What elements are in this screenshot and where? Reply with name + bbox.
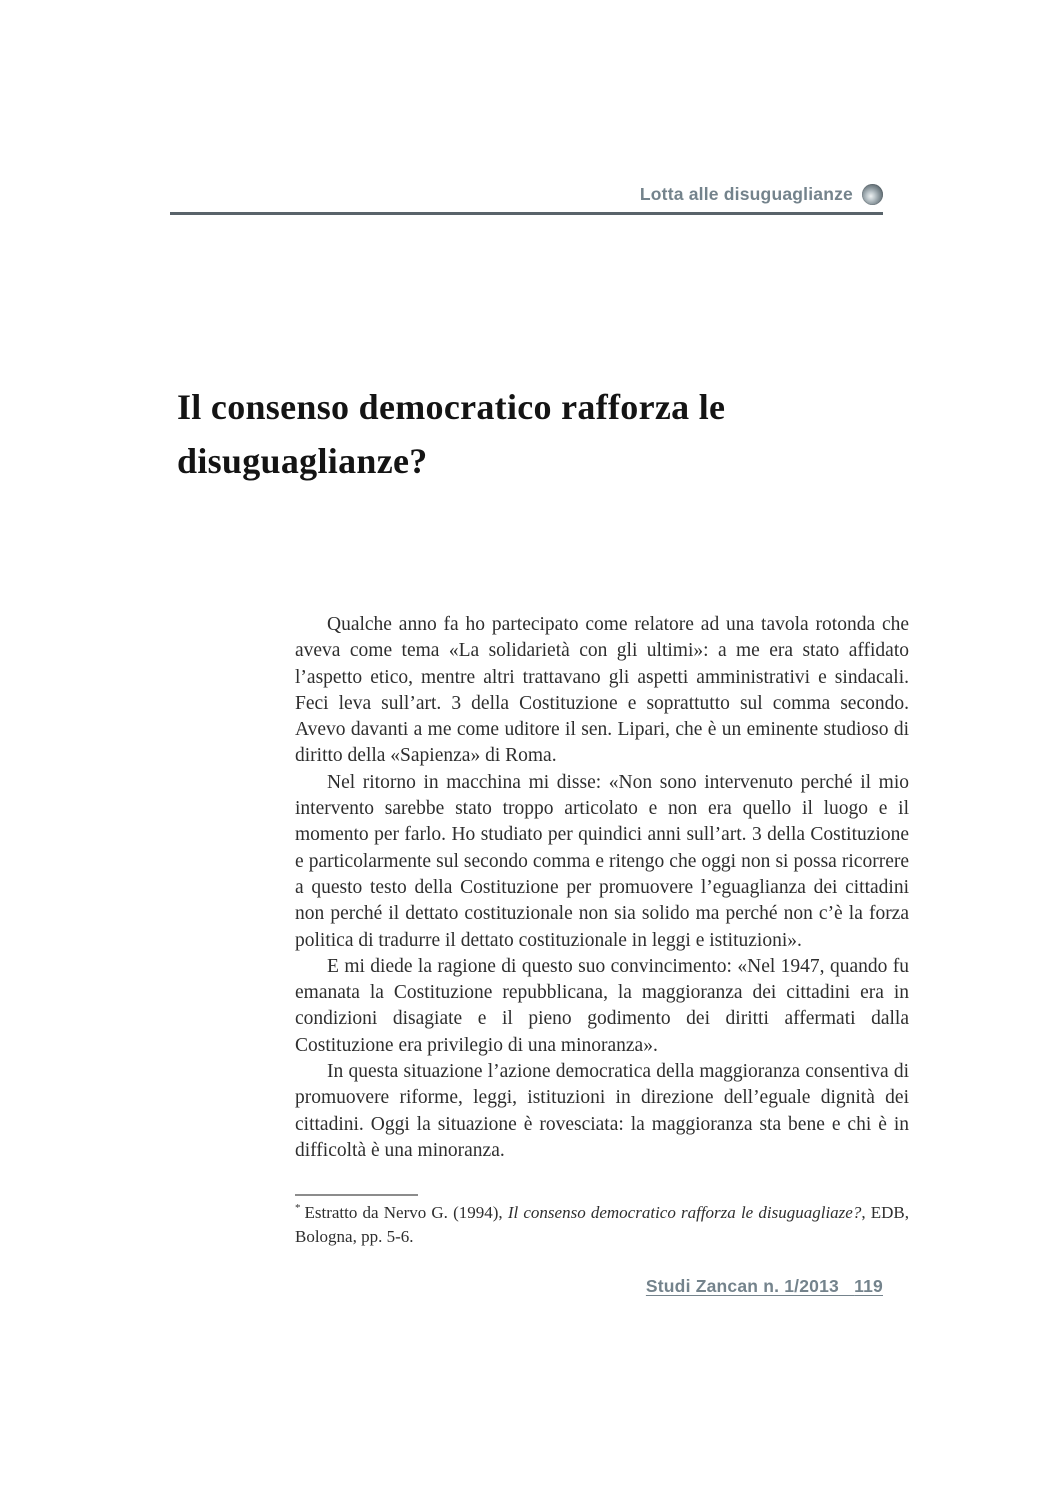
footnote-cited-title: Il consenso democratico rafforza le disuguagliaze? (507, 1203, 862, 1222)
footnote-separator (295, 1194, 418, 1196)
running-header (170, 184, 883, 215)
running-title: Lotta alle disuguaglianze (639, 184, 853, 204)
footnote-marker: * (295, 1202, 301, 1215)
footnote-citation-start: Estratto da Nervo G. (1994), (304, 1203, 508, 1222)
footnote-citation-end: , EDB, Bologna, pp. 5-6. (295, 1203, 909, 1246)
footnote-text (295, 1201, 909, 1248)
footer-separator (839, 1276, 854, 1296)
footer-reference (646, 1276, 883, 1296)
article-title: Il consenso democratico rafforza le disuguaglianze? (177, 387, 726, 481)
journal-reference: Studi Zancan n. 1/2013 (645, 1276, 839, 1296)
article-body (295, 612, 909, 1164)
page-footer (170, 1276, 883, 1297)
paragraph: Qualche anno fa ho partecipato come relatore ad una tavola rotonda che aveva come tema «La solidarietà con gli ultimi»: a me era stato affidato l’aspetto etico, mentre altri trattavano gli aspetti amministrativi e sindacali. Feci leva sull’art. 3 della Costituzione e soprattutto sul comma secondo. Avevo davanti a me come uditore il sen. Lipari, che è un eminente studioso di diritto della «Sapienza» di Roma. (295, 614, 909, 767)
paragraph: In questa situazione l’azione democratica della maggioranza consentiva di promuovere riforme, leggi, istituzioni in direzione dell’eguale dignità dei cittadini. Oggi la situazione è rovesciata: la maggioranza sta bene e chi è in difficoltà è una minoranza. (295, 1061, 909, 1161)
paragraph: E mi diede la ragione di questo suo convincimento: «Nel 1947, quando fu emanata la Costituzione repubblicana, la maggioranza dei cittadini era in condizioni disagiate e il pieno godimento dei diritti affermati dalla Costituzione era privilegio di una minoranza». (295, 955, 909, 1056)
sphere-icon (862, 184, 883, 205)
paragraph: Nel ritorno in macchina mi disse: «Non sono intervenuto perché il mio intervento sarebbe stato troppo articolato e non era quello il luogo e il momento per farlo. Ho studiato per quindici anni sull’art. 3 della Costituzione e particolarmente sul secondo comma e ritengo che oggi non si possa ricorrere a questo testo della Costituzione per promuovere l’eguaglianza dei cittadini non perché il dettato costituzionale non sia solido ma perché non c’è la forza politica di tradurre il dettato costituzionale in leggi e istituzioni». (295, 771, 909, 951)
page-number: 119 (854, 1276, 883, 1296)
footnote (295, 1194, 909, 1248)
